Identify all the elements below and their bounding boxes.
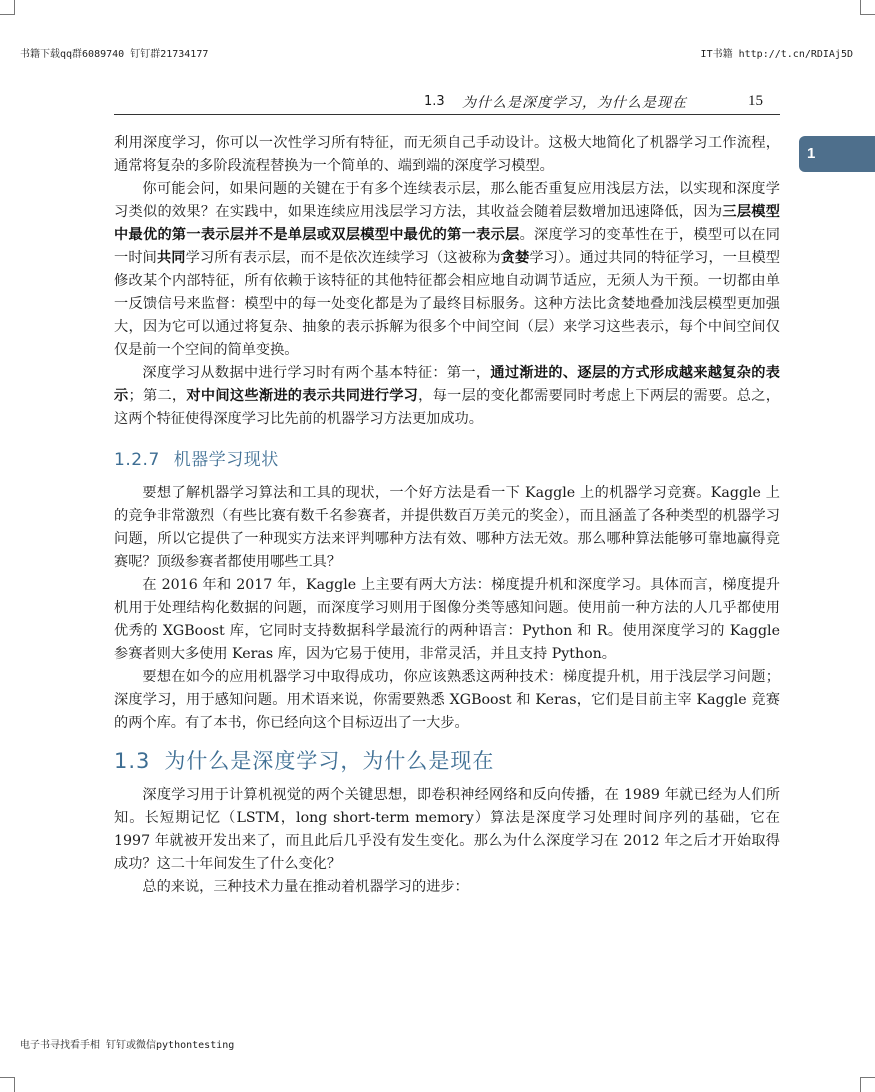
paragraph-3: 深度学习从数据中进行学习时有两个基本特征：第一，通过渐进的、逐层的方式形成越来越复杂的表示；第二，对中间这些渐进的表示共同进行学习，每一层的变化都需要同时考虑上下两层的需要。总之，这两个特征使得深度学习比先前的机器学习方法更加成功。 [114,365,780,427]
running-header-title: 为什么是深度学习，为什么是现在 [462,95,687,111]
section-heading-1-3: 1.3 为什么是深度学习，为什么是现在 [114,749,495,773]
paragraph-5: 在 2016 年和 2017 年，Kaggle 上主要有两大方法：梯度提升机和深度学习。具体而言，梯度提升机用于处理结构化数据的问题，而深度学习则用于图像分类等感知问题。使用前一种方法的人几乎都使用优秀的 XGBoost 库，它同时支持数据科学最流行的两种语言：Python 和 R。使用深度学习的 Kaggle 参赛者则大多使用 Keras 库，因为它易于使用，非常灵活，并且支持 Python。 [114,577,780,662]
running-header [114,92,780,115]
crop-mark-top-left [0,0,15,15]
watermark-bottom-left: 电子书寻找看手相 钉钉或微信pythontesting [20,1040,235,1051]
chapter-tab-number: 1 [807,145,816,162]
section-heading-1-2-7: 1.2.7 机器学习现状 [114,450,279,470]
bold-phrase: 共同 [156,250,186,266]
bold-phrase: 三层模型中最优的第一表示层并不是单层或双层模型中最优的第一表示层 [114,204,780,243]
watermark-top-right: IT书籍 http://t.cn/RDIAj5D [700,49,853,60]
paragraph-4: 要想了解机器学习算法和工具的现状，一个好方法是看一下 Kaggle 上的机器学习竞赛。Kaggle 上的竞争非常激烈（有些比赛有数千名参赛者，并提供数百万美元的奖金），而且涵盖了各种类型的机器学习问题，所以它提供了一种现实方法来评判哪种方法有效、哪种方法无效。那么哪种算法能够可靠地赢得竞赛呢？顶级参赛者都使用哪些工具？ [114,485,780,570]
crop-mark-bottom-right [860,1077,875,1092]
page-number: 15 [748,93,763,109]
crop-mark-bottom-left [0,1077,15,1092]
paragraph-1: 利用深度学习，你可以一次性学习所有特征，而无须自己手动设计。这极大地简化了机器学习工作流程，通常将复杂的多阶段流程替换为一个简单的、端到端的深度学习模型。 [114,135,780,174]
paragraph-2: 你可能会问，如果问题的关键在于有多个连续表示层，那么能否重复应用浅层方法，以实现和深度学习类似的效果？在实践中，如果连续应用浅层学习方法，其收益会随着层数增加迅速降低，因为三层模型中最优的第一表示层并不是单层或双层模型中最优的第一表示层。深度学习的变革性在于，模型可以在同一时间共同学习所有表示层，而不是依次连续学习（这被称为贪婪学习）。通过共同的特征学习，一旦模型修改某个内部特征，所有依赖于该特征的其他特征都会相应地自动调节适应，无须人为干预。一切都由单一反馈信号来监督：模型中的每一处变化都是为了最终目标服务。这种方法比贪婪地叠加浅层模型更加强大，因为它可以通过将复杂、抽象的表示拆解为很多个中间空间（层）来学习这些表示，每个中间空间仅仅是前一个空间的简单变换。 [114,181,780,358]
bold-phrase: 贪婪 [500,250,530,266]
bold-phrase: 对中间这些渐进的表示共同进行学习 [186,388,419,404]
chapter-tab [799,136,875,172]
running-header-section: 1.3 [424,94,445,109]
page-body [114,132,780,899]
bold-phrase: 通过渐进的、逐层的方式形成越来越复杂的表示 [114,365,780,404]
watermark-top-left: 书籍下载qq群6089740 钉钉群21734177 [20,49,209,60]
paragraph-6: 要想在如今的应用机器学习中取得成功，你应该熟悉这两种技术：梯度提升机，用于浅层学习问题；深度学习，用于感知问题。用术语来说，你需要熟悉 XGBoost 和 Keras，它们是目前主宰 Kaggle 竞赛的两个库。有了本书，你已经向这个目标迈出了一大步。 [114,669,780,731]
crop-mark-top-right [860,0,875,15]
paragraph-8: 总的来说，三种技术力量在推动着机器学习的进步： [142,879,469,895]
paragraph-7: 深度学习用于计算机视觉的两个关键思想，即卷积神经网络和反向传播，在 1989 年就已经为人们所知。长短期记忆（LSTM，long short-term memory）算法是深度学习处理时间序列的基础，它在 1997 年就被开发出来了，而且此后几乎没有发生变化。那么为什么深度学习在 2012 年之后才开始取得成功？这二十年间发生了什么变化？ [114,787,780,872]
